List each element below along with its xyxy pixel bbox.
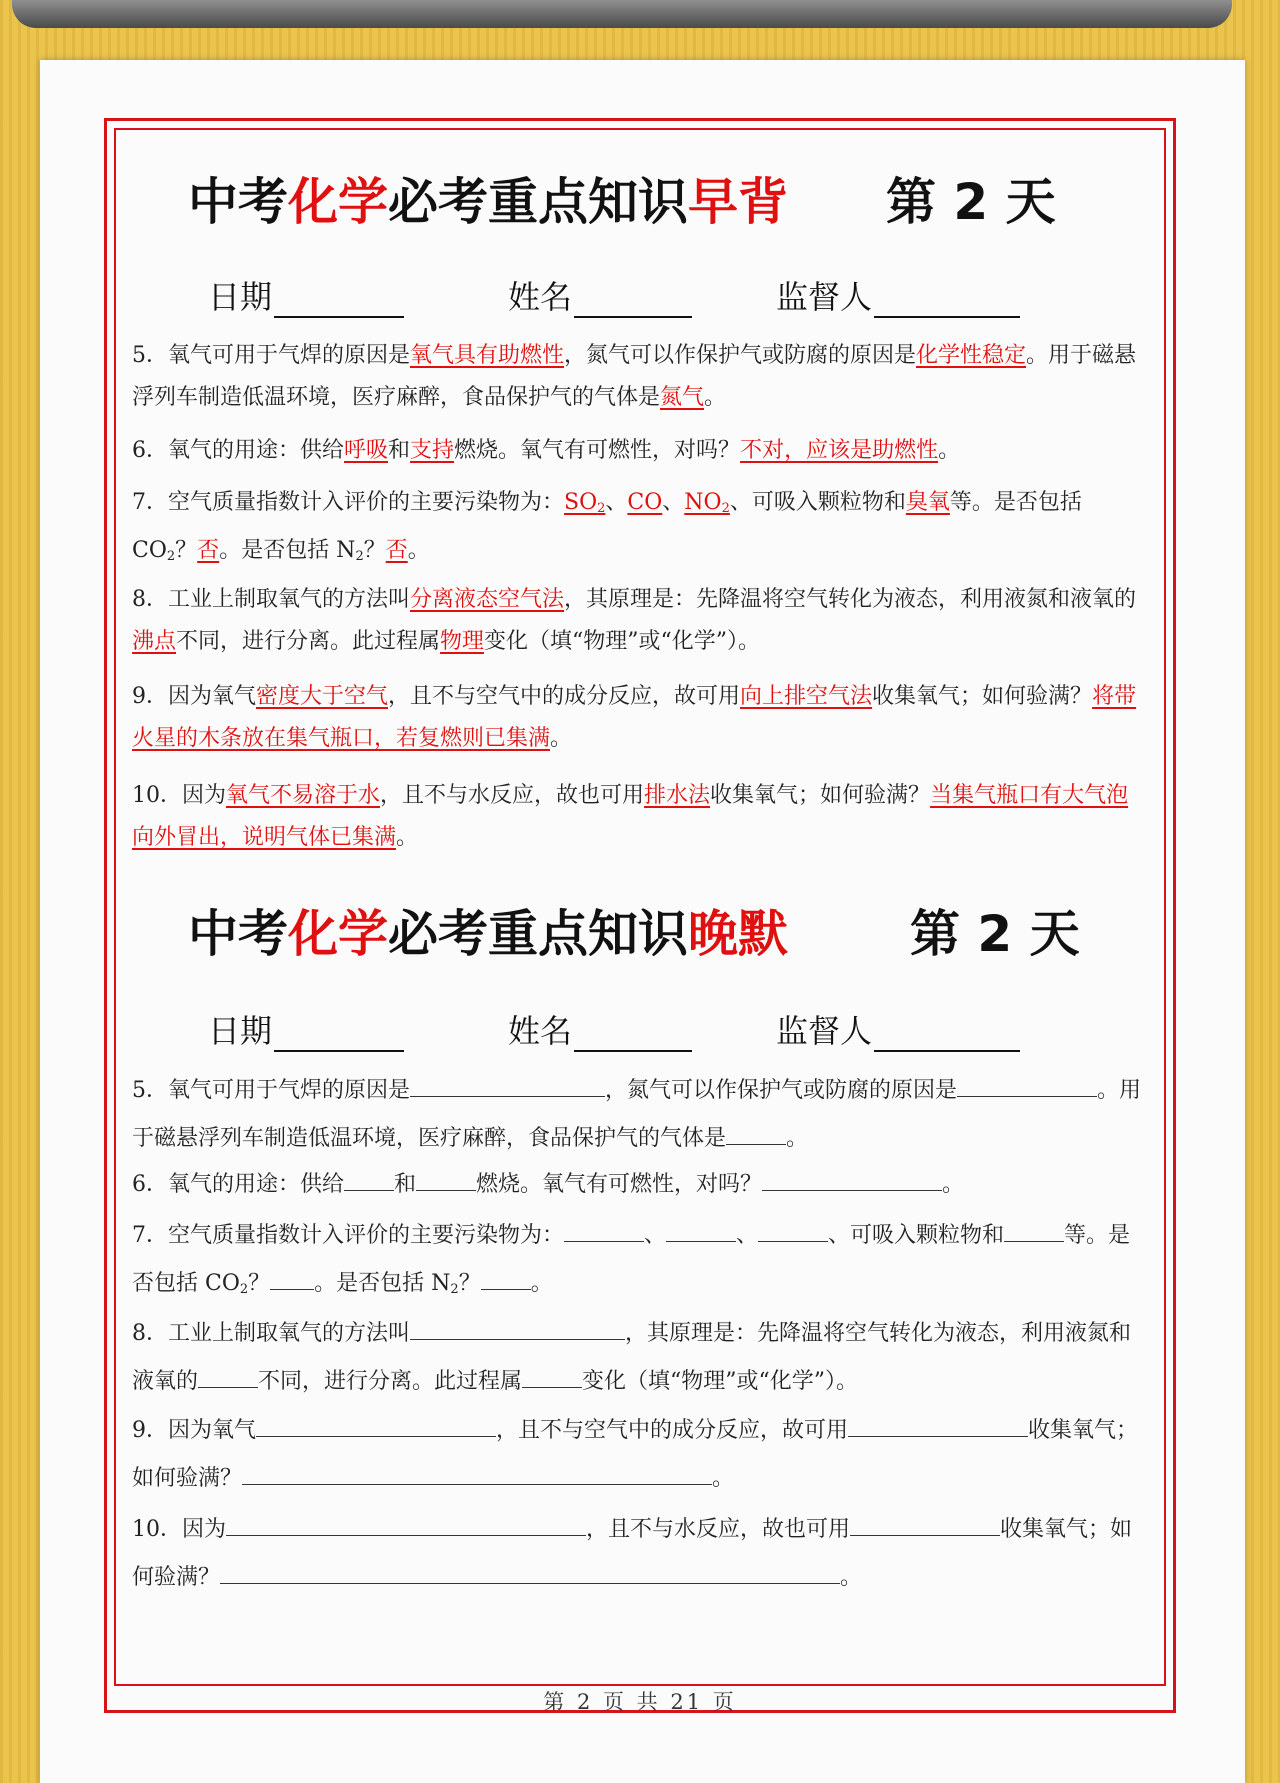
answer: 氧气不易溶于水: [226, 783, 381, 808]
blank[interactable]: [416, 1166, 476, 1191]
supervisor-field[interactable]: [776, 272, 1020, 318]
answer: $SO_2$: [564, 490, 606, 516]
evening-q7: 7．空气质量指数计入评价的主要污染物为： 、 、 、可吸入颗粒物和 等。是否包括 $CO_2$？ 。是否包括 $N_2$？ 。: [132, 1212, 1150, 1314]
blank[interactable]: [758, 1217, 828, 1242]
name-line: [574, 1020, 692, 1052]
evening-title: [188, 894, 1108, 964]
blank[interactable]: [957, 1072, 1097, 1097]
blank[interactable]: [256, 1412, 496, 1437]
title-part: 必考重点知识: [388, 173, 688, 231]
answer: $NO_2$: [684, 490, 730, 516]
day-label: 第 2 天: [910, 905, 1080, 963]
answer: 支持: [410, 438, 455, 463]
evening-q8: 8．工业上制取氧气的方法叫 ，其原理是：先降温将空气转化为液态，利用液氮和液氧的 不同，进行分离。此过程属 变化（填“物理”或“化学”）。: [132, 1310, 1150, 1406]
date-label: 日期: [208, 1012, 273, 1050]
answer: 排水法: [644, 783, 711, 808]
blank[interactable]: [726, 1120, 786, 1145]
date-label: 日期: [208, 278, 273, 316]
supervisor-line: [874, 286, 1020, 318]
title-part-red: 晚默: [688, 905, 788, 963]
blank[interactable]: [1004, 1217, 1064, 1242]
title-part: 中考: [188, 173, 288, 231]
answer: 氧气具有助燃性: [410, 343, 565, 368]
morning-q6: 6．氧气的用途：供给呼吸和支持燃烧。氧气有可燃性，对吗？不对，应该是助燃性。: [132, 438, 961, 463]
title-part: 必考重点知识: [388, 905, 688, 963]
blank[interactable]: [564, 1217, 644, 1242]
answer: 将带火星的木条放在集气瓶口，若复燃则已集满: [132, 684, 1137, 751]
blank[interactable]: [666, 1217, 736, 1242]
blank[interactable]: [481, 1265, 531, 1290]
name-label: 姓名: [508, 1012, 573, 1050]
answer: 否: [197, 538, 220, 563]
blank[interactable]: [220, 1559, 840, 1584]
answer: 物理: [440, 629, 485, 654]
supervisor-label: 监督人: [776, 1012, 873, 1050]
blank[interactable]: [850, 1511, 1000, 1536]
answer: 化学性稳定: [916, 343, 1027, 368]
morning-q9: 9．因为氧气密度大于空气，且不与空气中的成分反应，故可用向上排空气法收集氧气；如何验满？将带火星的木条放在集气瓶口，若复燃则已集满。: [132, 684, 1137, 751]
title-part: 中考: [188, 905, 288, 963]
morning-q5: 5．氧气可用于气焊的原因是氧气具有助燃性，氮气可以作保护气或防腐的原因是化学性稳定。用于磁悬浮列车制造低温环境，医疗麻醉，食品保护气的气体是氮气。: [132, 343, 1137, 410]
blank[interactable]: [242, 1460, 712, 1485]
day-label: 第 2 天: [886, 173, 1056, 231]
answer: 分离液态空气法: [410, 587, 565, 612]
blank[interactable]: [762, 1166, 942, 1191]
name-label: 姓名: [508, 278, 573, 316]
name-line: [574, 286, 692, 318]
blank[interactable]: [226, 1511, 586, 1536]
title-part-red: 化学: [288, 173, 388, 231]
blank[interactable]: [270, 1265, 314, 1290]
blank[interactable]: [198, 1363, 258, 1388]
supervisor-field[interactable]: [776, 1006, 1020, 1052]
answer: 密度大于空气: [256, 684, 389, 709]
clipboard-clip: [12, 0, 1232, 28]
evening-q9: 9．因为氧气 ，且不与空气中的成分反应，故可用 收集氧气；如何验满？ 。: [132, 1407, 1150, 1503]
answer: 氮气: [660, 385, 705, 410]
page-footer: 第 2 页 共 21 页: [543, 1690, 737, 1714]
name-field[interactable]: [508, 272, 692, 318]
answer: 呼吸: [344, 438, 389, 463]
answer: 臭氧: [905, 490, 950, 515]
date-field[interactable]: [208, 1006, 404, 1052]
supervisor-line: [874, 1020, 1020, 1052]
morning-q7: 7．空气质量指数计入评价的主要污染物为：$SO_2$、CO、$NO_2$、可吸入颗粒物和臭氧等。是否包括 $CO_2$？否。是否包括 $N_2$？否。: [132, 490, 1082, 564]
evening-q10: 10．因为 ，且不与水反应，故也可用 收集氧气；如何验满？ 。: [132, 1506, 1150, 1602]
blank[interactable]: [344, 1166, 394, 1191]
blank[interactable]: [410, 1072, 605, 1097]
answer: CO: [627, 490, 663, 515]
answer: 向上排空气法: [740, 684, 873, 709]
blank[interactable]: [410, 1315, 625, 1340]
answer: 否: [385, 538, 408, 563]
morning-q8: 8．工业上制取氧气的方法叫分离液态空气法，其原理是：先降温将空气转化为液态，利用液氮和液氧的沸点不同，进行分离。此过程属物理变化（填“物理”或“化学”）。: [132, 587, 1137, 654]
morning-info-row: [208, 272, 1068, 322]
morning-title: [188, 162, 1108, 232]
blank[interactable]: [848, 1412, 1028, 1437]
evening-q6: 6．氧气的用途：供给 和 燃烧。氧气有可燃性，对吗？ 。: [132, 1164, 1150, 1206]
answer: 当集气瓶口有大气泡向外冒出，说明气体已集满: [132, 783, 1129, 850]
title-part-red: 早背: [688, 173, 788, 231]
name-field[interactable]: [508, 1006, 692, 1052]
date-field[interactable]: [208, 272, 404, 318]
title-part-red: 化学: [288, 905, 388, 963]
evening-info-row: [208, 1006, 1068, 1056]
date-line: [274, 286, 404, 318]
morning-q10: 10．因为氧气不易溶于水，且不与水反应，故也可用排水法收集氧气；如何验满？当集气瓶口有大气泡向外冒出，说明气体已集满。: [132, 783, 1129, 850]
evening-q5: 5．氧气可用于气焊的原因是 ，氮气可以作保护气或防腐的原因是 。用于磁悬浮列车制造低温环境，医疗麻醉，食品保护气的气体是 。: [132, 1067, 1150, 1163]
blank[interactable]: [522, 1363, 582, 1388]
supervisor-label: 监督人: [776, 278, 873, 316]
answer: 沸点: [132, 629, 177, 654]
answer: 不对，应该是助燃性: [740, 438, 939, 463]
date-line: [274, 1020, 404, 1052]
